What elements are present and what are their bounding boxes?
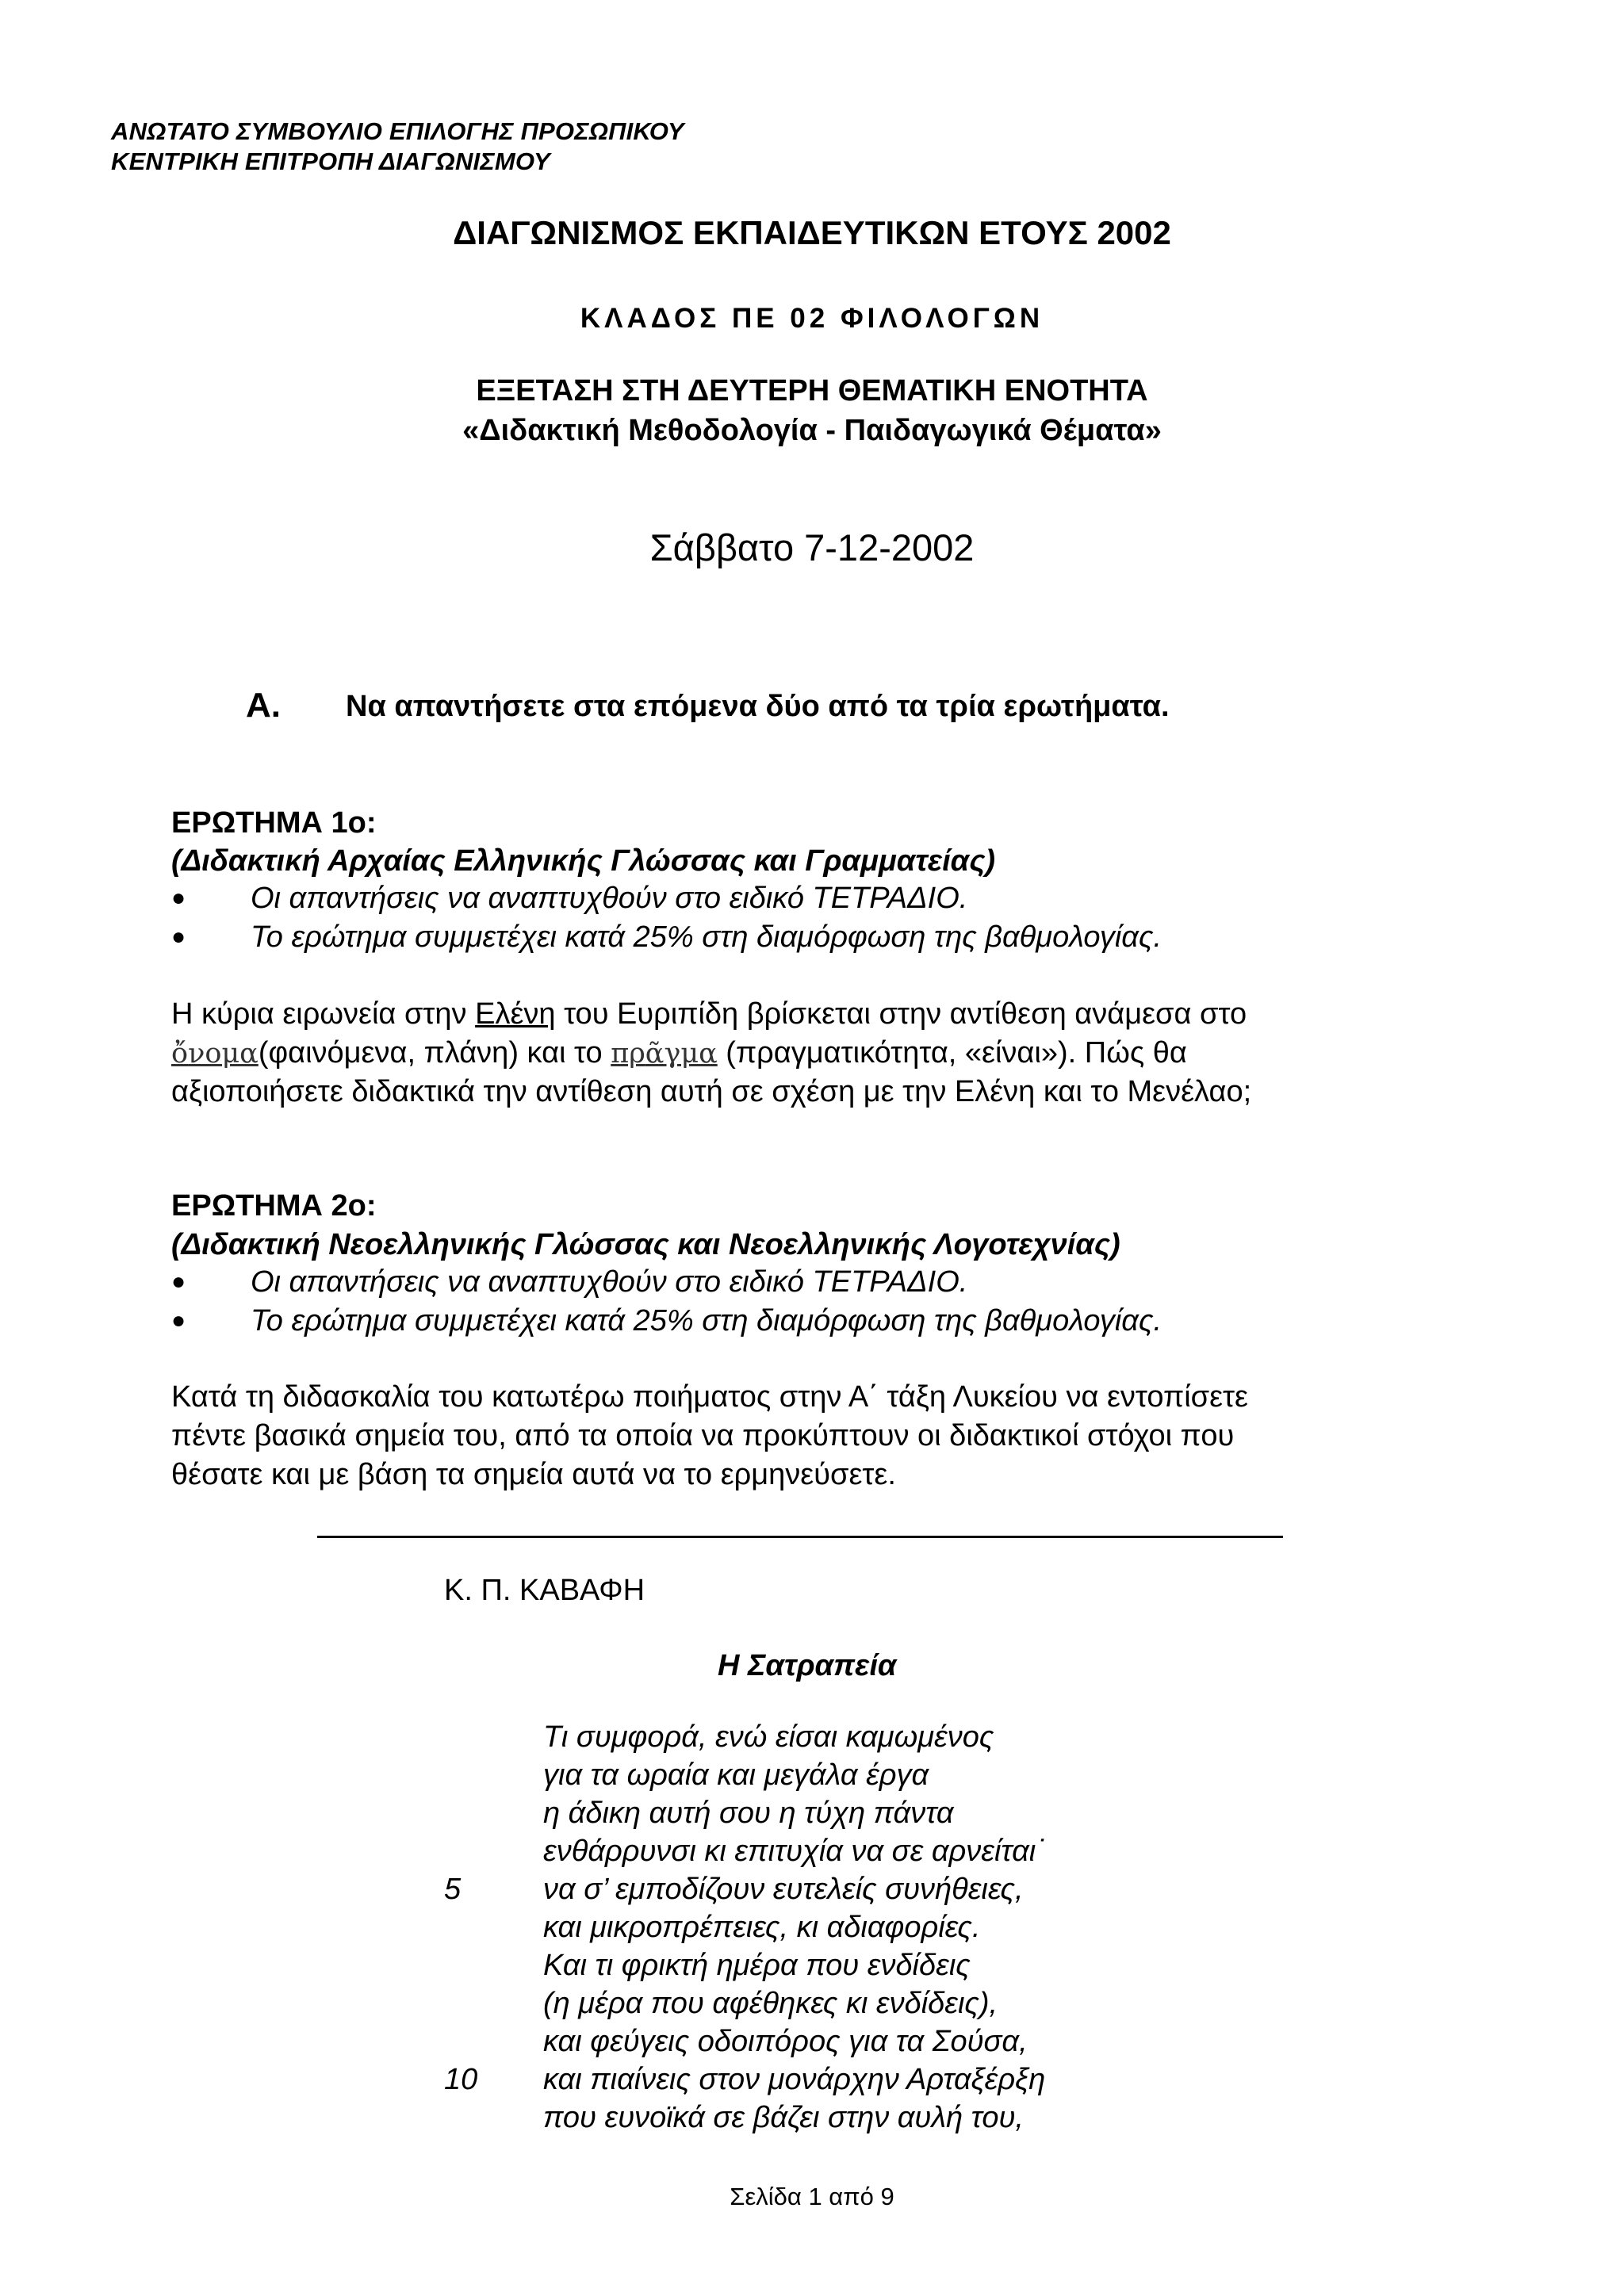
q2-text-line-2: πέντε βασικά σημεία του, από τα οποία να προκύπτουν οι διδακτικοί στόχοι που bbox=[171, 1419, 1235, 1452]
poem-line-1: Τι συμφορά, ενώ είσαι καμωμένος bbox=[543, 1720, 994, 1754]
bullet-icon: ● bbox=[171, 924, 186, 950]
helen-title: Ελένη bbox=[475, 997, 556, 1031]
onoma-word: ὄνομα bbox=[171, 1038, 259, 1070]
q1-subject: (Διδακτική Αρχαίας Ελληνικής Γλώσσας και Γραμματείας) bbox=[171, 844, 996, 878]
q1-bullet-1: Οι απαντήσεις να αναπτυχθούν στο ειδικό ΤΕΤΡΑΔΙΟ. bbox=[251, 882, 968, 915]
page-number-footer: Σελίδα 1 από 9 bbox=[730, 2183, 894, 2210]
q2-subject: (Διδακτική Νεοελληνικής Γλώσσας και Νεοελληνικής Λογοτεχνίας) bbox=[171, 1228, 1120, 1261]
q2-heading: ΕΡΩΤΗΜΑ 2ο: bbox=[171, 1189, 377, 1223]
poem-line-4: ενθάρρυνσι κι επιτυχία να σε αρνείται˙ bbox=[543, 1835, 1046, 1868]
q1-text-line-1: Η κύρια ειρωνεία στην Ελένη του Ευριπίδη βρίσκεται στην αντίθεση ανάμεσα στο bbox=[171, 997, 1247, 1031]
poem-line-11: που ευνοϊκά σε βάζει στην αυλή του, bbox=[543, 2101, 1024, 2134]
document-title: ΔΙΑΓΩΝΙΣΜΟΣ ΕΚΠΑΙΔΕΥΤΙΚΩΝ ΕΤΟΥΣ 2002 bbox=[453, 214, 1171, 251]
poem-line-5: να σ’ εμποδίζουν ευτελείς συνήθειες, bbox=[543, 1873, 1024, 1906]
exam-heading-line-2: «Διδακτική Μεθοδολογία - Παιδαγωγικά Θέματα» bbox=[462, 414, 1162, 447]
bullet-icon: ● bbox=[171, 1269, 186, 1295]
poem-line-3: η άδικη αυτή σου η τύχη πάντα bbox=[543, 1797, 954, 1830]
poem-line-8: (η μέρα που αφέθηκες κι ενδίδεις), bbox=[543, 1987, 998, 2020]
poem-line-7: Και τι φρικτή ημέρα που ενδίδεις bbox=[543, 1949, 971, 1982]
poem-author: Κ. Π. ΚΑΒΑΦΗ bbox=[444, 1574, 645, 1607]
poem-line-9: και φεύγεις οδοιπόρος για τα Σούσα, bbox=[543, 2025, 1028, 2058]
header-line-1: ΑΝΩΤΑΤΟ ΣΥΜΒΟΥΛΙΟ ΕΠΙΛΟΓΗΣ ΠΡΟΣΩΠΙΚΟΥ bbox=[111, 117, 684, 145]
bullet-icon: ● bbox=[171, 885, 186, 911]
branch-heading: ΚΛΑΔΟΣ ΠΕ 02 ΦΙΛΟΛΟΓΩΝ bbox=[580, 303, 1044, 334]
q2-text-line-3: θέσατε και με βάση τα σημεία αυτά να το ερμηνεύσετε. bbox=[171, 1458, 896, 1491]
q1-bullet-2: Το ερώτημα συμμετέχει κατά 25% στη διαμόρφωση της βαθμολογίας. bbox=[251, 920, 1162, 954]
q2-bullet-1: Οι απαντήσεις να αναπτυχθούν στο ειδικό ΤΕΤΡΑΔΙΟ. bbox=[251, 1265, 968, 1299]
exam-heading-line-1: ΕΞΕΤΑΣΗ ΣΤΗ ΔΕΥΤΕΡΗ ΘΕΜΑΤΙΚΗ ΕΝΟΤΗΤΑ bbox=[476, 374, 1148, 408]
exam-date: Σάββατο 7-12-2002 bbox=[649, 526, 975, 568]
q1-text-line-3: αξιοποιήσετε διδακτικά την αντίθεση αυτή σε σχέση με την Ελένη και το Μενέλαο; bbox=[171, 1075, 1252, 1108]
line-number-10: 10 bbox=[444, 2063, 478, 2096]
poem-line-10: και πιαίνεις στον μονάρχην Αρταξέρξη bbox=[543, 2063, 1046, 2096]
divider-line bbox=[317, 1536, 1283, 1538]
poem-title: Η Σατραπεία bbox=[718, 1649, 897, 1682]
q1-heading: ΕΡΩΤΗΜΑ 1ο: bbox=[171, 806, 377, 840]
q1-text-line-2: ὄνομα(φαινόμενα, πλάνη) και το πρᾶγμα (πραγματικότητα, «είναι»). Πώς θα bbox=[171, 1036, 1187, 1070]
q2-bullet-2: Το ερώτημα συμμετέχει κατά 25% στη διαμόρφωση της βαθμολογίας. bbox=[251, 1304, 1162, 1337]
section-letter: Α. bbox=[246, 686, 281, 725]
line-number-5: 5 bbox=[444, 1873, 462, 1906]
pragma-word: πρᾶγμα bbox=[611, 1038, 718, 1070]
bullet-icon: ● bbox=[171, 1307, 186, 1334]
poem-line-6: και μικροπρέπειες, κι αδιαφορίες. bbox=[543, 1911, 981, 1944]
q2-text-line-1: Κατά τη διδασκαλία του κατωτέρω ποιήματος στην Α΄ τάξη Λυκείου να εντοπίσετε bbox=[171, 1380, 1248, 1414]
section-instruction: Να απαντήσετε στα επόμενα δύο από τα τρία ερωτήματα. bbox=[346, 690, 1170, 723]
poem-line-2: για τα ωραία και μεγάλα έργα bbox=[543, 1758, 929, 1792]
header-line-2: ΚΕΝΤΡΙΚΗ ΕΠΙΤΡΟΠΗ ΔΙΑΓΩΝΙΣΜΟΥ bbox=[111, 147, 550, 175]
